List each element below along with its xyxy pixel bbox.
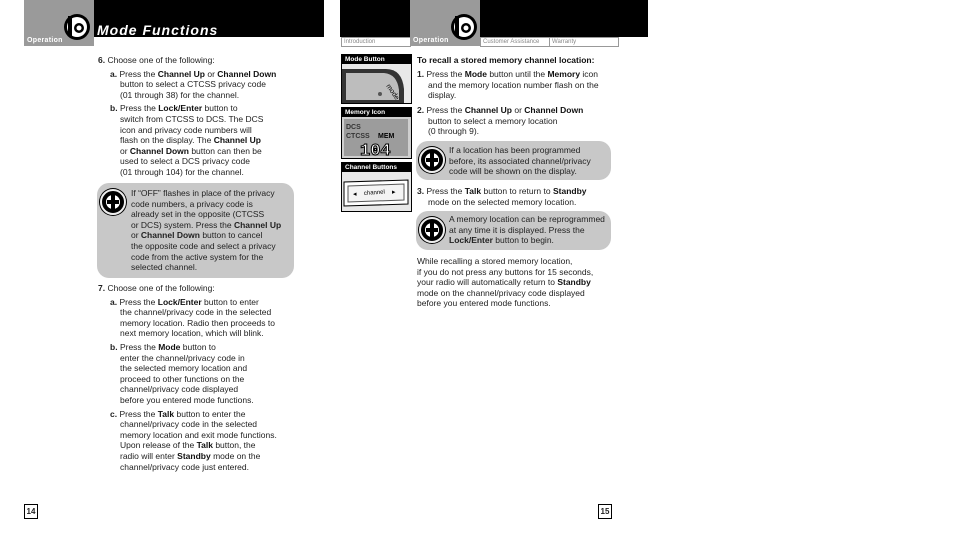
- note-text: A memory location can be reprogrammed at any time it is displayed. Press the Lock/Enter button to begin.: [449, 214, 605, 246]
- radio-mode-illustration: [342, 64, 411, 103]
- recall-step-1: 1. Press the Mode button until the Memory icon and the memory location number flash on the display.: [417, 69, 599, 101]
- note-box-off-flash: [97, 183, 294, 278]
- page-number-left: 14: [24, 504, 38, 519]
- page-title: Mode Functions: [97, 22, 219, 38]
- channel-buttons-image: [341, 162, 412, 212]
- tip-icon: [419, 217, 445, 243]
- lcd-dcs: DCS: [346, 124, 361, 131]
- page-number-right: 15: [598, 504, 612, 519]
- mode-button-caption: Mode Button: [342, 55, 411, 64]
- lcd-mem: MEM: [378, 133, 395, 140]
- mode-button-image: [341, 54, 412, 104]
- section-tab-label: Operation: [27, 37, 63, 44]
- nav-tab-introduction[interactable]: Introduction: [341, 37, 411, 47]
- nav-tab-customer-assistance[interactable]: Customer Assistance: [480, 37, 550, 47]
- section-tab-label-right: Operation: [413, 37, 449, 44]
- lcd-display-illustration: [342, 117, 411, 158]
- memory-icon-caption: Memory Icon: [342, 108, 411, 117]
- nav-tab-warranty[interactable]: Warranty: [549, 37, 619, 47]
- recall-heading: To recall a stored memory channel location:: [417, 55, 595, 65]
- channel-right-arrow: ▸: [392, 189, 396, 196]
- logo-icon: [63, 13, 91, 41]
- closing-paragraph: While recalling a stored memory location, if you do not press any buttons for 15 seconds, your radio will automatically return to Standby mode on the channel/privacy code displayed before you entered mode functions.: [417, 256, 594, 309]
- note-text: If “OFF” flashes in place of the privacy code numbers, a privacy code is already set in the opposite (CTCSS or DCS) system. Press the Channel Up or Channel Down button to cancel the opposite code and select a privacy code from the active system for the selected channel.: [131, 188, 282, 273]
- channel-word: channel: [363, 189, 386, 197]
- note-box-programmed: [416, 141, 611, 180]
- logo-icon-right: [450, 13, 478, 41]
- recall-step-2: 2. Press the Channel Up or Channel Down button to select a memory location (0 through 9).: [417, 105, 584, 137]
- tip-icon: [100, 189, 126, 215]
- channel-left-arrow: ◂: [353, 191, 357, 198]
- recall-step-3: 3. Press the Talk button to return to Standby mode on the selected memory location.: [417, 186, 587, 207]
- memory-icon-image: [341, 107, 412, 159]
- lcd-digits: 104: [360, 142, 391, 158]
- note-text: If a location has been programmed before, its associated channel/privacy code will be shown on the display.: [449, 145, 591, 177]
- lcd-ctcss: CTCSS: [346, 133, 370, 140]
- header-bar-right: [340, 0, 648, 37]
- note-box-reprogram: [416, 211, 611, 250]
- tip-icon: [419, 147, 445, 173]
- step-6: 6. Choose one of the following: a. Press the Channel Up or Channel Down button to select a CTCSS privacy code (01 through 38) for the channel. b. Press the Lock/Enter button to switch from CTCSS to DCS. The DCS icon and privacy code numbers will flash on the display. The Channel Up or Channel Down button can then be used to select a DCS privacy code (01 through 104) for the channel.: [98, 55, 277, 177]
- mode-word: mode: [384, 83, 401, 102]
- channel-buttons-illustration: [342, 172, 411, 211]
- channel-buttons-caption: Channel Buttons: [342, 163, 411, 172]
- step-7: 7. Choose one of the following: a. Press the Lock/Enter button to enter the channel/privacy code in the selected memory location. Radio then proceeds to next memory location, which will blink. b. Press the Mode button to enter the channel/privacy code in the selected memory location and proceed to other functions on the channel/privacy code displayed before you entered mode functions. c. Press the Talk button to enter the channel/privacy code in the selected memory location and exit mode functions. Upon release of the Talk button, the radio will enter Standby mode on the channel/privacy code just entered.: [98, 283, 277, 472]
